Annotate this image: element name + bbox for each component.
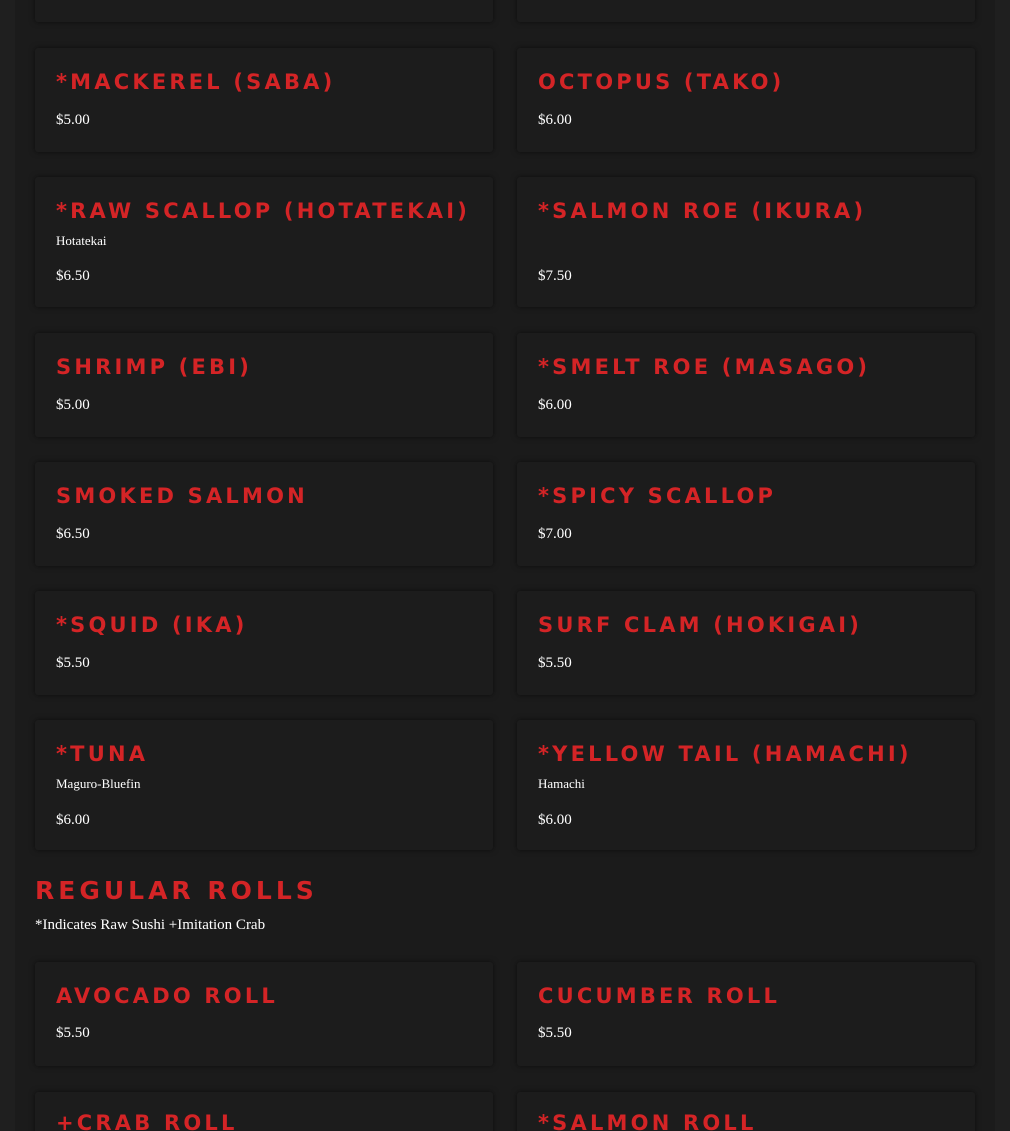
item-name: *MACKEREL (SABA) bbox=[56, 70, 336, 94]
item-price: $6.00 bbox=[538, 397, 572, 413]
item-description: Maguro-Bluefin bbox=[56, 776, 141, 791]
menu-item-card bbox=[35, 48, 493, 152]
item-name: *TUNA bbox=[56, 742, 149, 766]
menu-item-card bbox=[517, 720, 975, 850]
menu-item-card bbox=[35, 333, 493, 437]
menu-item-card bbox=[517, 48, 975, 152]
item-price: $5.50 bbox=[56, 655, 90, 671]
menu-item-card bbox=[517, 1092, 975, 1131]
menu-item-card bbox=[517, 333, 975, 437]
item-name: *SMELT ROE (MASAGO) bbox=[538, 355, 871, 379]
section-note: *Indicates Raw Sushi +Imitation Crab bbox=[35, 917, 266, 933]
item-price: $5.50 bbox=[538, 1025, 572, 1041]
item-name: +CRAB ROLL bbox=[56, 1111, 238, 1131]
item-name: OCTOPUS (TAKO) bbox=[538, 70, 785, 94]
menu-item-card bbox=[35, 720, 493, 850]
item-price: $7.50 bbox=[538, 268, 572, 284]
item-name: *YELLOW TAIL (HAMACHI) bbox=[538, 742, 912, 766]
menu-item-card bbox=[35, 462, 493, 566]
item-description: Hotatekai bbox=[56, 233, 107, 248]
item-name: SURF CLAM (HOKIGAI) bbox=[538, 613, 863, 637]
item-price: $6.00 bbox=[56, 812, 90, 828]
menu-item-card-partial bbox=[35, 0, 493, 22]
menu-item-card bbox=[35, 591, 493, 695]
item-price: $6.50 bbox=[56, 526, 90, 542]
section-title: REGULAR ROLLS bbox=[35, 876, 318, 905]
item-name: *SALMON ROLL bbox=[538, 1111, 757, 1131]
item-price: $5.50 bbox=[56, 1025, 90, 1041]
menu-item-card-partial bbox=[517, 0, 975, 22]
item-price: $5.00 bbox=[56, 397, 90, 413]
item-price: $6.50 bbox=[56, 268, 90, 284]
item-price: $6.00 bbox=[538, 812, 572, 828]
item-name: CUCUMBER ROLL bbox=[538, 984, 781, 1008]
item-name: AVOCADO ROLL bbox=[56, 984, 279, 1008]
item-name: SHRIMP (EBI) bbox=[56, 355, 253, 379]
item-name: *SQUID (IKA) bbox=[56, 613, 248, 637]
menu-item-card bbox=[517, 591, 975, 695]
menu-item-card bbox=[35, 1092, 493, 1131]
item-name: *RAW SCALLOP (HOTATEKAI) bbox=[56, 199, 471, 223]
item-name: SMOKED SALMON bbox=[56, 484, 308, 508]
item-price: $5.50 bbox=[538, 655, 572, 671]
item-description: Hamachi bbox=[538, 776, 585, 791]
menu-item-card bbox=[35, 962, 493, 1066]
menu-item-card bbox=[517, 462, 975, 566]
menu-item-card bbox=[517, 177, 975, 307]
menu-item-card bbox=[35, 177, 493, 307]
item-price: $7.00 bbox=[538, 526, 572, 542]
menu-page bbox=[15, 0, 995, 1131]
item-price: $5.00 bbox=[56, 112, 90, 128]
item-price: $6.00 bbox=[538, 112, 572, 128]
item-name: *SALMON ROE (IKURA) bbox=[538, 199, 867, 223]
menu-item-card bbox=[517, 962, 975, 1066]
item-name: *SPICY SCALLOP bbox=[538, 484, 777, 508]
